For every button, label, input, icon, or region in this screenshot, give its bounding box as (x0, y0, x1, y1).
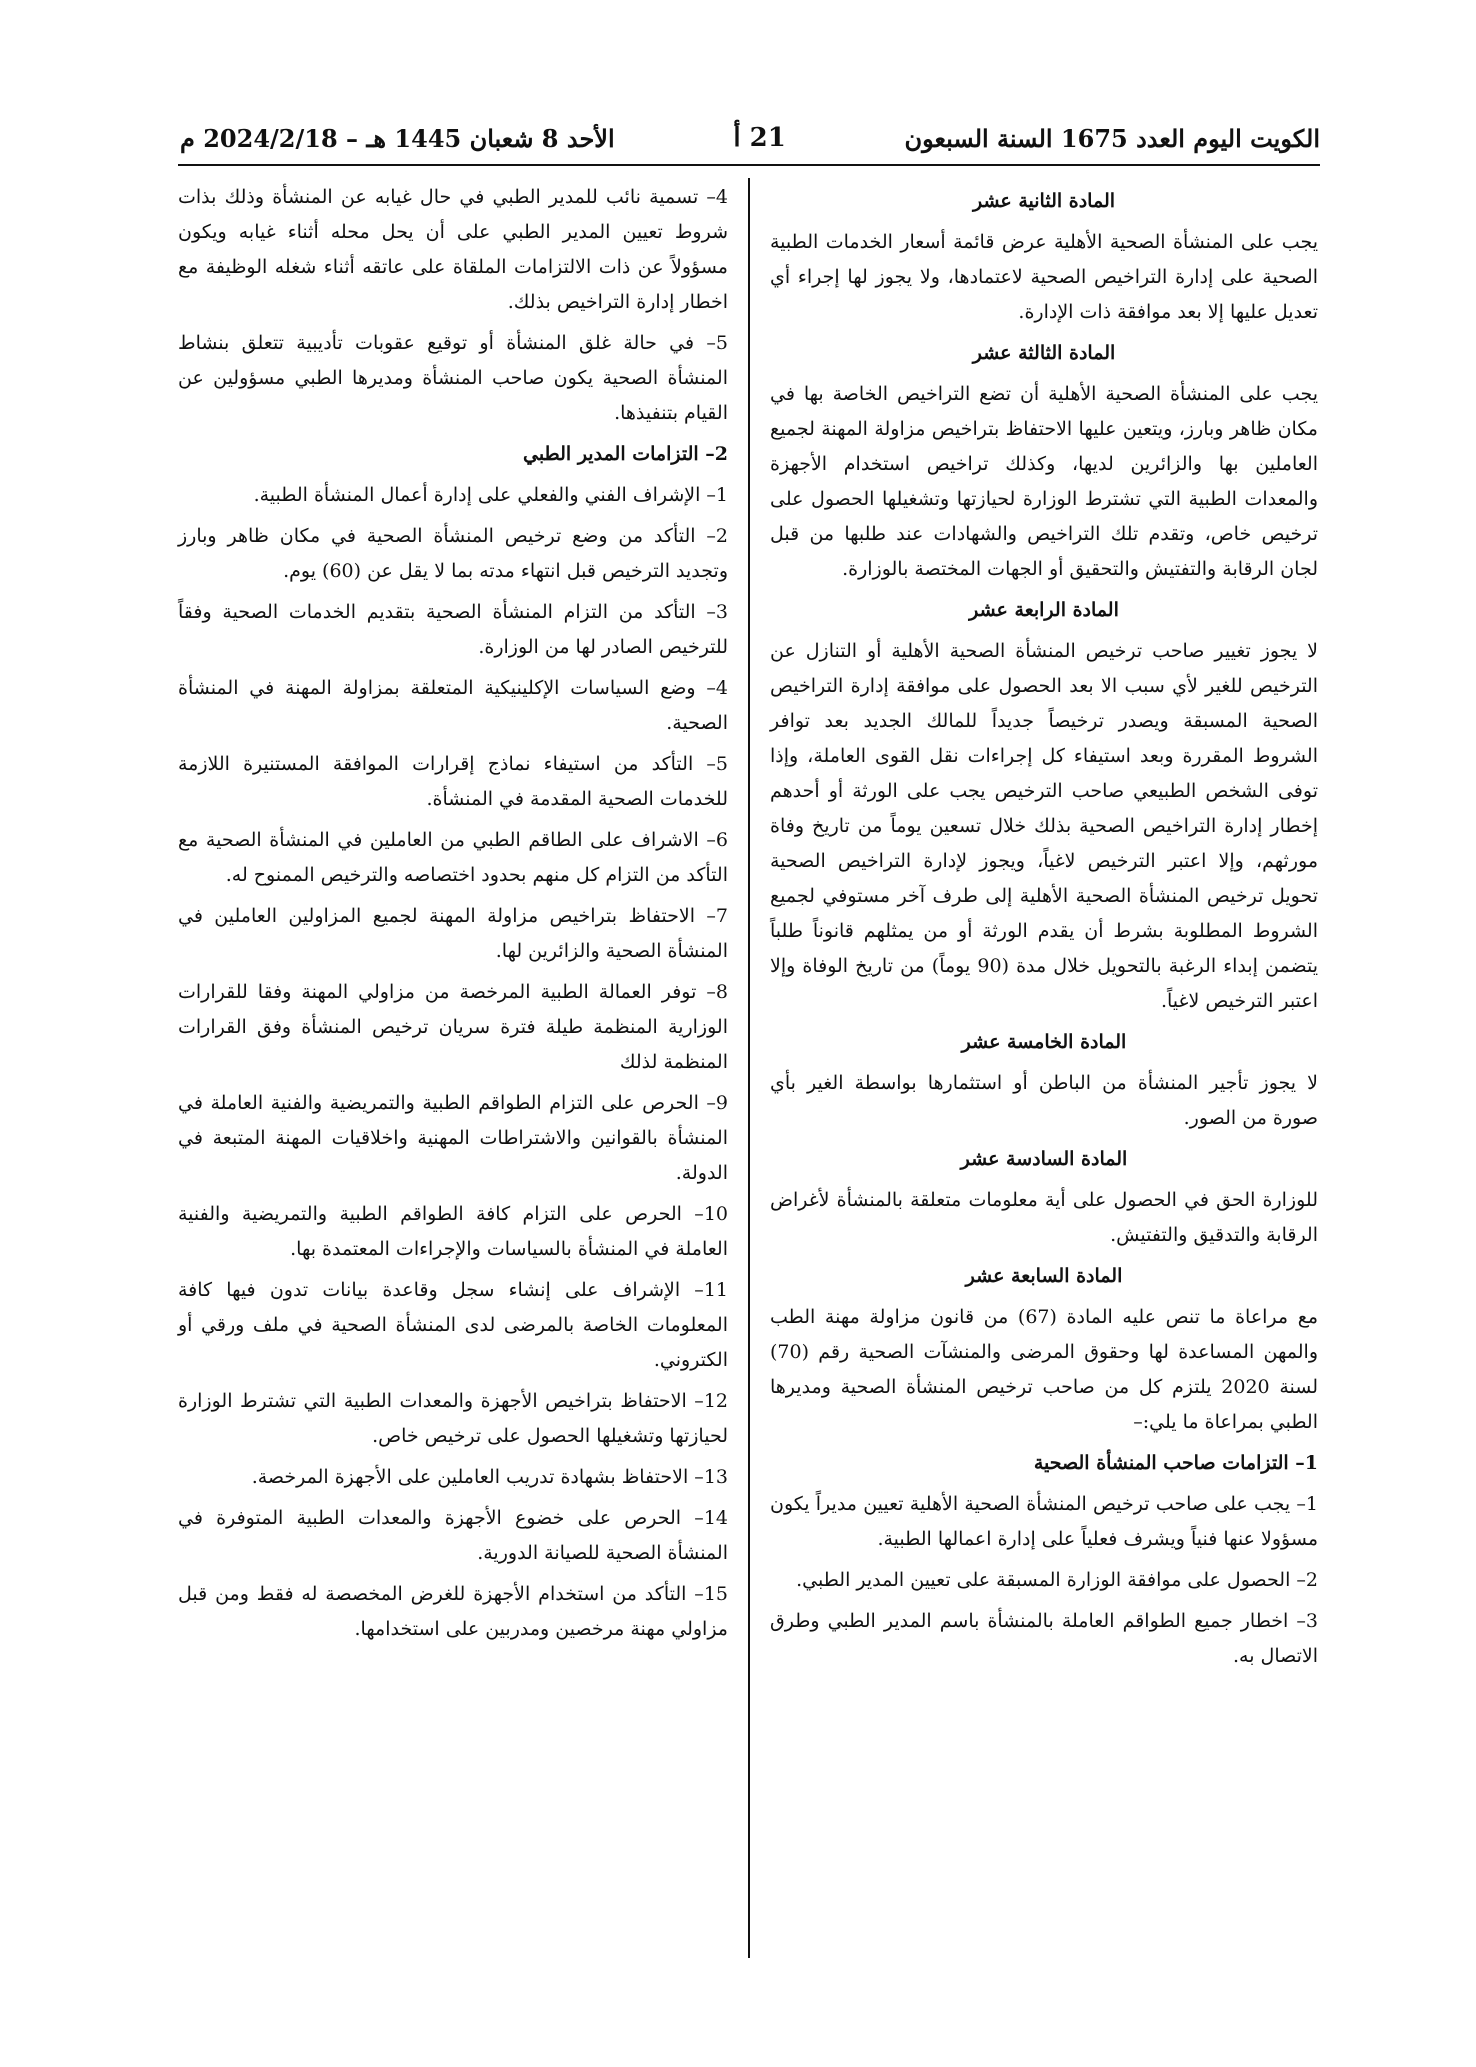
list-item: 10– الحرص على التزام كافة الطواقم الطبية والتمريضية والفنية العاملة في المنشأة بالسياسات والإجراءات المعتمدة بها. (178, 1203, 728, 1260)
article-paragraph: يجب على المنشأة الصحية الأهلية أن تضع التراخيص الخاصة بها في مكان ظاهر وبارز، ويتعين عليها الاحتفاظ بتراخيص مزاولة المهنة لجميع العاملين بها والزائرين لديها، وكذلك تراخيص استخدام الأجهزة والمعدات الطبية التي تشترط الوزارة لحيازتها وتشغيلها الحصول على ترخيص خاص، وتقدم تلك التراخيص والشهادات عند طلبها من قبل لجان الرقابة والتفتيش والتحقيق أو الجهات المختصة بالوزارة. (770, 383, 1318, 580)
list-item: 1– الإشراف الفني والفعلي على إدارة أعمال المنشأة الطبية. (253, 484, 728, 506)
article-heading: المادة الرابعة عشر (969, 599, 1119, 621)
left-column (178, 180, 728, 1653)
page-number: 21 أ (733, 123, 786, 153)
list-item: 3– اخطار جميع الطواقم العاملة بالمنشأة باسم المدير الطبي وطرق الاتصال به. (770, 1610, 1318, 1667)
list-item: 14– الحرص على خضوع الأجهزة والمعدات الطبية المتوفرة في المنشأة الصحية للصيانة الدورية. (178, 1507, 728, 1564)
section-title: 2– التزامات المدير الطبي (522, 443, 728, 465)
article-paragraph: يجب على المنشأة الصحية الأهلية عرض قائمة أسعار الخدمات الطبية الصحية على إدارة التراخيص الصحية لاعتمادها، ولا يجوز لها إجراء أي تعديل عليها إلا بعد موافقة ذات الإدارة. (770, 231, 1318, 323)
section-title: 1– التزامات صاحب المنشأة الصحية (1033, 1452, 1318, 1474)
list-item: 15– التأكد من استخدام الأجهزة للغرض المخصصة له فقط ومن قبل مزاولي مهنة مرخصين ومدربين على استخدامها. (178, 1583, 728, 1640)
list-item: 12– الاحتفاظ بتراخيص الأجهزة والمعدات الطبية التي تشترط الوزارة لحيازتها وتشغيلها الحصول على ترخيص خاص. (178, 1390, 728, 1447)
list-item: 3– التأكد من التزام المنشأة الصحية بتقديم الخدمات الصحية وفقاً للترخيص الصادر لها من الوزارة. (178, 601, 728, 658)
list-item: 9– الحرص على التزام الطواقم الطبية والتمريضية والفنية العاملة في المنشأة بالقوانين والاشتراطات المهنية واخلاقيات المهنة المتبعة في الدولة. (178, 1092, 728, 1184)
list-item: 5– في حالة غلق المنشأة أو توقيع عقوبات تأديبية تتعلق بنشاط المنشأة الصحية يكون صاحب المنشأة ومديرها الطبي مسؤولين عن القيام بتنفيذها. (178, 332, 728, 424)
article-paragraph: للوزارة الحق في الحصول على أية معلومات متعلقة بالمنشأة لأغراض الرقابة والتدقيق والتفتيش. (770, 1189, 1318, 1246)
list-item: 6– الاشراف على الطاقم الطبي من العاملين في المنشأة الصحية مع التأكد من التزام كل منهم بحدود اختصاصه والترخيص الممنوح له. (178, 829, 728, 886)
article-heading: المادة السادسة عشر (960, 1148, 1128, 1170)
list-item: 4– تسمية نائب للمدير الطبي في حال غيابه عن المنشأة وذلك بذات شروط تعيين المدير الطبي على أن يحل محله أثناء غيابه ويكون مسؤولاً عن ذات الالتزامات الملقاة على عاتقه أثناء شغله الوظيفة مع اخطار إدارة التراخيص بذلك. (178, 186, 728, 313)
column-divider (748, 178, 750, 1958)
article-heading: المادة السابعة عشر (965, 1265, 1123, 1287)
right-column (770, 180, 1318, 1680)
page-header (180, 118, 1320, 158)
article-heading: المادة الثالثة عشر (972, 342, 1116, 364)
article-paragraph: مع مراعاة ما تنص عليه المادة (67) من قانون مزاولة مهنة الطب والمهن المساعدة لها وحقوق المرضى والمنشآت الصحية رقم (70) لسنة 2020 يلتزم كل من صاحب ترخيص المنشأة الصحية ومديرها الطبي بمراعاة ما يلي:– (770, 1306, 1319, 1433)
list-item: 13– الاحتفاظ بشهادة تدريب العاملين على الأجهزة المرخصة. (251, 1466, 728, 1488)
article-heading: المادة الخامسة عشر (961, 1031, 1127, 1053)
header-divider (178, 164, 1320, 166)
list-item: 11– الإشراف على إنشاء سجل وقاعدة بيانات تدون فيها كافة المعلومات الخاصة بالمرضى لدى المنشأة الصحية في ملف ورقي أو الكتروني. (178, 1279, 728, 1371)
header-issue-info: الكويت اليوم العدد 1675 السنة السبعون (904, 123, 1320, 153)
article-paragraph: لا يجوز تغيير صاحب ترخيص المنشأة الصحية الأهلية أو التنازل عن الترخيص للغير لأي سبب الا بعد الحصول على موافقة إدارة التراخيص الصحية المسبقة ويصدر ترخيصاً جديداً للمالك الجديد بعد توافر الشروط المقررة وبعد استيفاء كل إجراءات نقل القوى العاملة، وإذا توفى الشخص الطبيعي صاحب الترخيص يجب على الورثة أو أحدهم إخطار إدارة التراخيص الصحية بذلك خلال تسعين يوماً من تاريخ وفاة مورثهم، وإلا اعتبر الترخيص لاغياً، ويجوز لإدارة التراخيص الصحية تحويل ترخيص المنشأة الصحية الأهلية إلى طرف آخر مستوفي لجميع الشروط المطلوبة بشرط أن يقدم الورثة أو من يمثلهم قانوناً طلباً يتضمن إبداء الرغبة بالتحويل خلال مدة (90 يوماً) من تاريخ الوفاة وإلا اعتبر الترخيص لاغياً. (770, 640, 1318, 1012)
article-heading: المادة الثانية عشر (972, 190, 1116, 212)
list-item: 5– التأكد من استيفاء نماذج إقرارات الموافقة المستنيرة اللازمة للخدمات الصحية المقدمة في المنشأة. (178, 753, 728, 810)
list-item: 1– يجب على صاحب ترخيص المنشأة الصحية الأهلية تعيين مديراً يكون مسؤولا عنها فنياً ويشرف فعلياً على إدارة اعمالها الطبية. (770, 1493, 1318, 1550)
list-item: 7– الاحتفاظ بتراخيص مزاولة المهنة لجميع المزاولين العاملين في المنشأة الصحية والزائرين لها. (178, 905, 728, 962)
list-item: 2– التأكد من وضع ترخيص المنشأة الصحية في مكان ظاهر وبارز وتجديد الترخيص قبل انتهاء مدته بما لا يقل عن (60) يوم. (178, 525, 728, 582)
list-item: 4– وضع السياسات الإكلينيكية المتعلقة بمزاولة المهنة في المنشأة الصحية. (178, 677, 728, 734)
header-date: الأحد 8 شعبان 1445 هـ – 2024/2/18 م (180, 123, 615, 153)
list-item: 8– توفر العمالة الطبية المرخصة من مزاولي المهنة وفقا للقرارات الوزارية المنظمة طيلة فترة سريان ترخيص المنشأة وفق القرارات المنظمة لذلك (178, 981, 728, 1073)
article-paragraph: لا يجوز تأجير المنشأة من الباطن أو استثمارها بواسطة الغير بأي صورة من الصور. (770, 1072, 1318, 1129)
list-item: 2– الحصول على موافقة الوزارة المسبقة على تعيين المدير الطبي. (796, 1569, 1318, 1591)
